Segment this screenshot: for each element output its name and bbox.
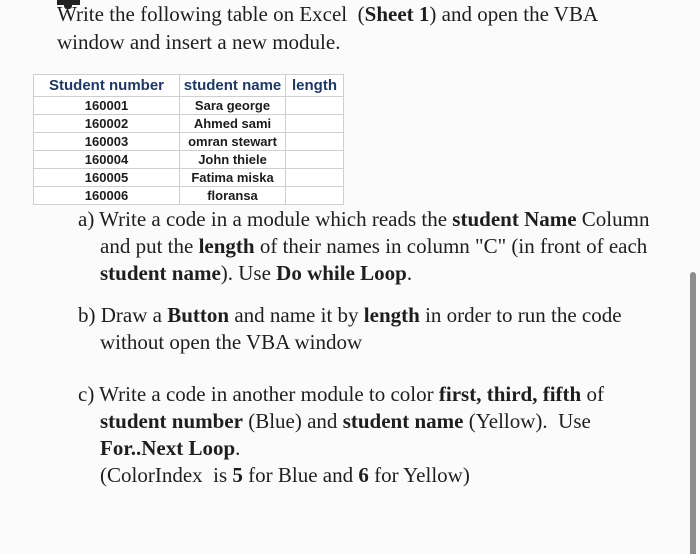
text-segment: ) and open the VBA [429,2,599,26]
text-line [100,408,604,435]
table-cell: Sara george [180,97,286,115]
table-cell: Fatima miska [180,169,286,187]
text-line [100,260,649,287]
text-line [78,302,622,329]
text-segment: for Blue and [242,463,359,487]
scrollbar-thumb[interactable] [690,272,696,554]
text-line [57,28,598,56]
table-cell: 160001 [34,97,180,115]
table-cell: 160003 [34,133,180,151]
text-segment: 6 [358,463,369,487]
text-segment: . [406,261,413,285]
column-header-student-name: student name [180,75,286,97]
text-segment: student number [100,409,243,433]
intro-paragraph [57,0,598,56]
text-segment: (ColorIndex is [100,463,233,487]
table-row [34,97,344,115]
text-segment: b) Draw a [78,303,168,327]
text-segment: of [581,382,604,406]
text-segment: student name [100,261,221,285]
question-item-b [78,302,622,356]
text-segment: student Name [452,207,577,231]
text-line [100,435,604,462]
table-cell: Ahmed sami [180,115,286,133]
table-cell: floransa [180,187,286,205]
table-cell: omran stewart [180,133,286,151]
table-cell [286,97,344,115]
text-segment: first, third, fifth [438,382,582,406]
text-segment: window and insert a new module. [57,30,341,54]
text-segment: Write the following table on Excel ( [57,2,365,26]
students-table [33,74,344,205]
text-segment: and put the [100,234,199,258]
column-header-student-number: Student number [34,75,180,97]
table-row [34,187,344,205]
text-segment: for Yellow) [368,463,470,487]
table-row [34,169,344,187]
text-line [100,233,649,260]
question-item-a [78,206,649,287]
text-line [57,0,598,28]
text-segment: Sheet 1 [364,2,430,26]
text-segment: For..Next Loop [100,436,236,460]
table-row [34,133,344,151]
text-line [100,462,604,489]
text-segment: in order to run the code [419,303,622,327]
question-item-c [78,381,604,489]
text-segment: of their names in column "C" (in front of each [254,234,648,258]
text-line [78,381,604,408]
table-cell: 160006 [34,187,180,205]
text-segment: and name it by [229,303,364,327]
text-segment: 5 [232,463,243,487]
table-cell: 160005 [34,169,180,187]
table-cell [286,187,344,205]
table-cell: 160002 [34,115,180,133]
table-cell: John thiele [180,151,286,169]
text-segment: (Yellow). Use [463,409,591,433]
text-segment: (Blue) and [242,409,343,433]
column-header-length: length [286,75,344,97]
table-cell [286,133,344,151]
table-cell: 160004 [34,151,180,169]
text-line [78,206,649,233]
text-segment: without open the VBA window [100,330,363,354]
table-cell [286,115,344,133]
text-segment: student name [342,409,464,433]
text-segment: a) Write a code in a module which reads the [78,207,453,231]
text-segment: length [363,303,420,327]
text-segment: . [235,436,241,460]
table-row [34,151,344,169]
text-segment: length [198,234,255,258]
text-line [100,329,622,356]
table-cell [286,151,344,169]
text-segment: Do while Loop [276,261,407,285]
table-cell [286,169,344,187]
text-segment: ). Use [220,261,277,285]
text-segment: c) Write a code in another module to color [78,382,439,406]
table-row [34,115,344,133]
text-segment: Button [167,303,230,327]
table-header-row [34,75,344,97]
text-segment: Column [576,207,650,231]
